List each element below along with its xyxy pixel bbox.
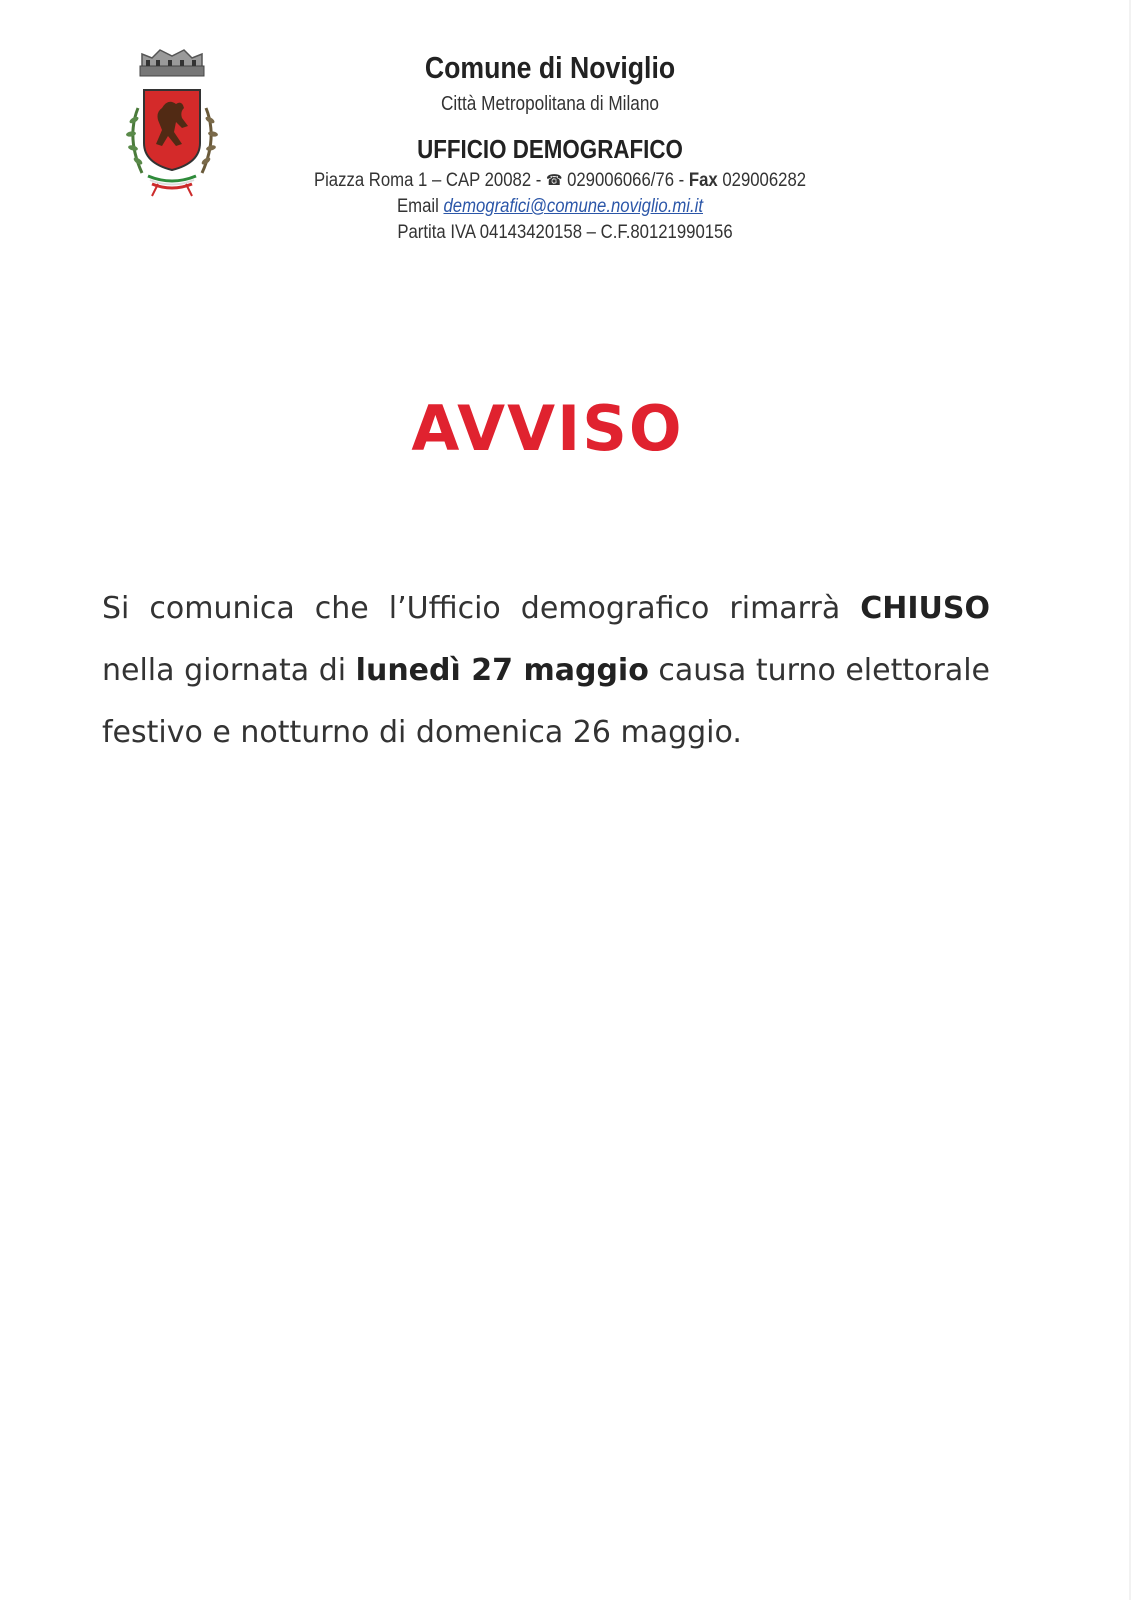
fax-label: Fax [688, 170, 718, 191]
notice-title: AVVISO [411, 392, 684, 465]
email-link[interactable]: demografici@comune.noviglio.mi.it [443, 196, 703, 217]
province-name: Città Metropolitana di Milano [441, 93, 659, 115]
closure-date: lunedì 27 maggio [355, 653, 649, 688]
phone-number: 029006066/76 - [567, 170, 685, 191]
coat-of-arms-logo [112, 48, 232, 198]
telephone-icon: ☎ [545, 172, 563, 189]
notice-body [102, 578, 990, 764]
address: Piazza Roma 1 – CAP 20082 - [313, 170, 542, 191]
municipality-name: Comune di Noviglio [424, 50, 676, 85]
fax-number: 029006282 [722, 170, 807, 191]
office-name: UFFICIO DEMOGRAFICO [417, 134, 683, 164]
notice-text-1: Si comunica che l’Ufficio demografico rimarrà [102, 591, 861, 626]
closed-word: CHIUSO [860, 591, 990, 626]
email-label: Email [397, 196, 439, 217]
contact-line [287, 170, 833, 192]
email-line [286, 196, 814, 218]
notice-text-2: nella giornata di [102, 653, 356, 688]
notice-text-3: causa turno elettorale festivo e notturno di domenica 26 maggio. [102, 653, 990, 750]
vat-line: Partita IVA 04143420158 – C.F.80121990156 [397, 222, 733, 243]
